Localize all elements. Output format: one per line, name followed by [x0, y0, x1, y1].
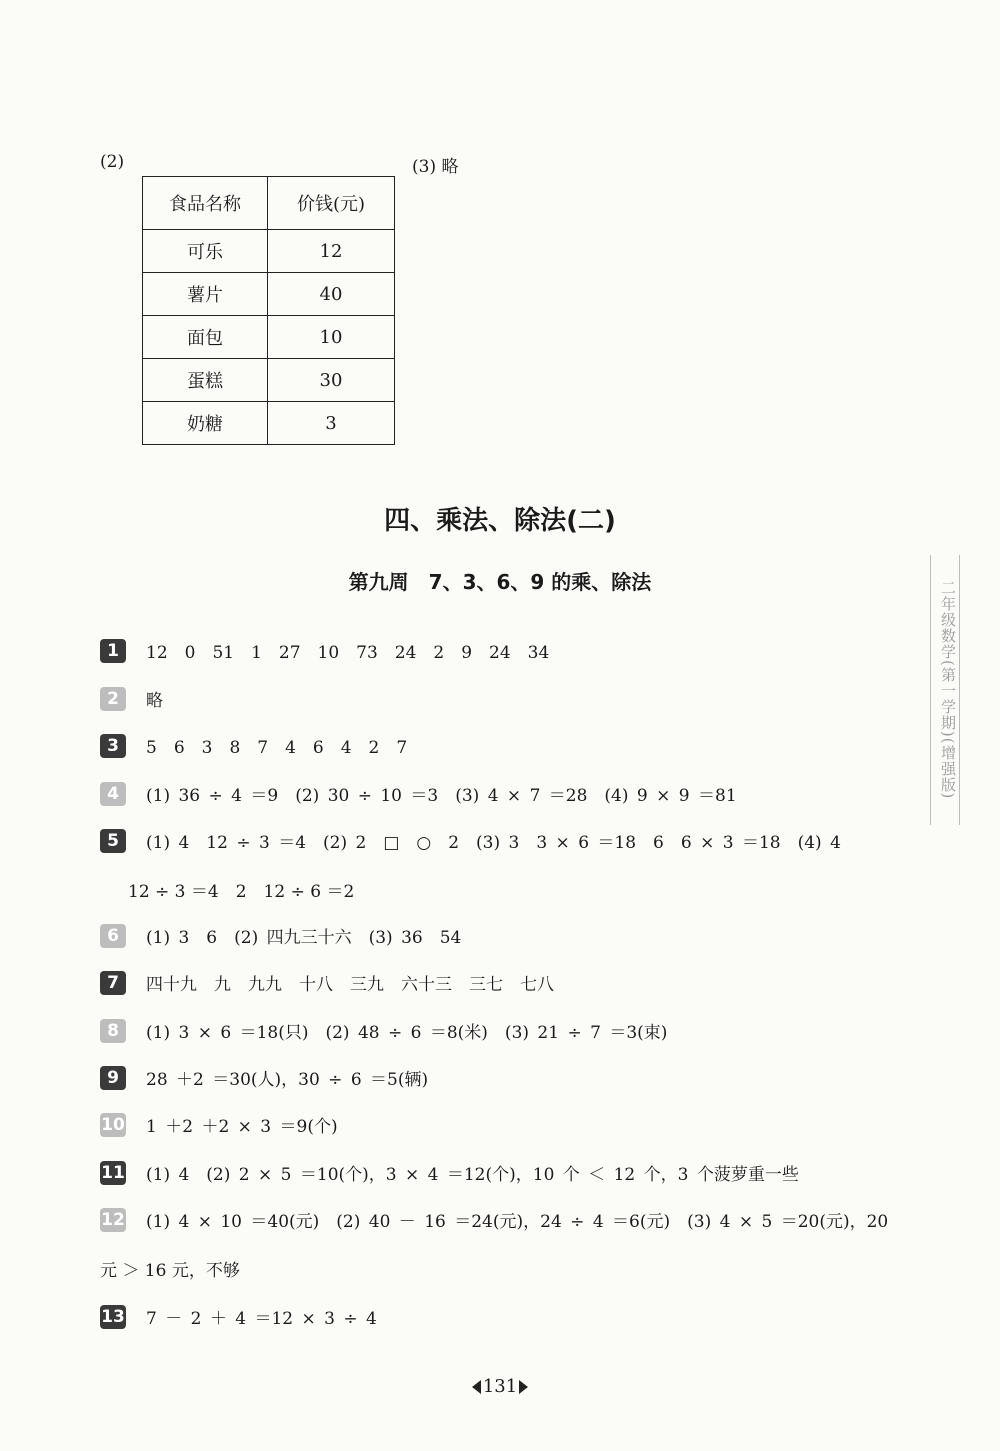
- answer-number: 7: [100, 971, 126, 995]
- chapter-title: 四、乘法、除法(二): [384, 506, 616, 536]
- answer-number: 5: [100, 829, 126, 853]
- answer-item: [100, 1065, 428, 1090]
- answer-item: [100, 923, 461, 948]
- answer-item: [100, 1160, 799, 1185]
- answer-number: 4: [100, 782, 126, 806]
- table-cell: 3: [268, 402, 395, 445]
- answer-text: (1) 36 ÷ 4 ＝9 (2) 30 ÷ 10 ＝3 (3) 4 × 7 ＝28 (4) 9 × 9 ＝81: [146, 786, 737, 806]
- answer-text: 12 0 51 1 27 10 73 24 2 9 24 34: [146, 643, 550, 663]
- right-triangle-icon: [519, 1380, 528, 1394]
- answer-text: (1) 4 × 10 ＝40(元) (2) 40 － 16 ＝24(元)，24 ÷ 4 ＝6(元) (3) 4 × 5 ＝20(元)，20: [146, 1212, 889, 1232]
- part-2-label: (2): [100, 152, 125, 172]
- answer-item: [100, 1112, 338, 1137]
- table-cell: 面包: [143, 316, 268, 359]
- table-header-name: 食品名称: [143, 177, 268, 230]
- week-title: 第九周 7、3、6、9 的乘、除法: [348, 570, 652, 594]
- table-cell: 40: [268, 273, 395, 316]
- answer-number: 3: [100, 734, 126, 758]
- answer-number: 12: [101, 1209, 125, 1230]
- side-book-title: 二年级数学(第一学期)(增强版): [930, 555, 960, 825]
- answer-text: (1) 3 6 (2) 四九三十六 (3) 36 54: [146, 928, 462, 948]
- answer-item: [100, 733, 407, 758]
- answer-item: [100, 1304, 377, 1329]
- answer-number: 8: [100, 1019, 126, 1043]
- table-cell: 30: [268, 359, 395, 402]
- answer-text: (1) 4 (2) 2 × 5 ＝10(个)，3 × 4 ＝12(个)，10 个 ＜ 12 个，3 个菠萝重一些: [146, 1165, 799, 1185]
- table-cell: 可乐: [143, 230, 268, 273]
- answer-number: 11: [101, 1162, 125, 1183]
- table-cell: 蛋糕: [143, 359, 268, 402]
- table-header-row: [143, 177, 395, 230]
- answer-item: [100, 1018, 667, 1043]
- answer-item: [100, 1207, 888, 1232]
- table-cell: 12: [268, 230, 395, 273]
- table-row: [143, 230, 395, 273]
- answer-number: 13: [101, 1306, 125, 1327]
- answer-text: 5 6 3 8 7 4 6 4 2 7: [146, 738, 408, 758]
- answer-number: 9: [100, 1066, 126, 1090]
- table-row: [143, 402, 395, 445]
- answer-text: 7 － 2 ＋ 4 ＝12 × 3 ÷ 4: [146, 1309, 377, 1329]
- answer-text: (1) 3 × 6 ＝18(只) (2) 48 ÷ 6 ＝8(米) (3) 21 ÷ 7 ＝3(束): [146, 1023, 668, 1043]
- food-price-table: [142, 176, 395, 445]
- answer-item: [100, 970, 554, 995]
- answer-number: 6: [100, 924, 126, 948]
- table-row: [143, 359, 395, 402]
- table-cell: 奶糖: [143, 402, 268, 445]
- left-triangle-icon: [472, 1380, 481, 1394]
- answer-item: [100, 686, 163, 711]
- table-header-price: 价钱(元): [268, 177, 395, 230]
- table-row: [143, 273, 395, 316]
- table-row: [143, 316, 395, 359]
- answer-text: 1 ＋2 ＋2 × 3 ＝9(个): [146, 1117, 338, 1137]
- answer-number: 2: [100, 687, 126, 711]
- answer-number: 10: [101, 1114, 125, 1135]
- answer-text: 28 ＋2 ＝30(人)，30 ÷ 6 ＝5(辆): [146, 1070, 429, 1090]
- page-number-text: 131: [482, 1376, 518, 1397]
- answer-item: [100, 828, 841, 853]
- part-3-label: (3) 略: [412, 157, 459, 177]
- answer-text: 四十九 九 九九 十八 三九 六十三 三七 七八: [146, 975, 554, 995]
- answer-continuation: 12 ÷ 3 ＝4 2 12 ÷ 6 ＝2: [128, 882, 355, 902]
- answer-continuation: 元 ＞ 16 元，不够: [100, 1261, 240, 1281]
- answer-item: [100, 638, 549, 663]
- table-cell: 薯片: [143, 273, 268, 316]
- answer-text: (1) 4 12 ÷ 3 ＝4 (2) 2 □ ○ 2 (3) 3 3 × 6 ＝18 6 6 × 3 ＝18 (4) 4: [146, 833, 841, 853]
- answer-text: 略: [146, 691, 163, 711]
- answer-number: 1: [100, 639, 126, 663]
- table-cell: 10: [268, 316, 395, 359]
- page-number: [0, 1376, 1000, 1397]
- answer-item: [100, 781, 737, 806]
